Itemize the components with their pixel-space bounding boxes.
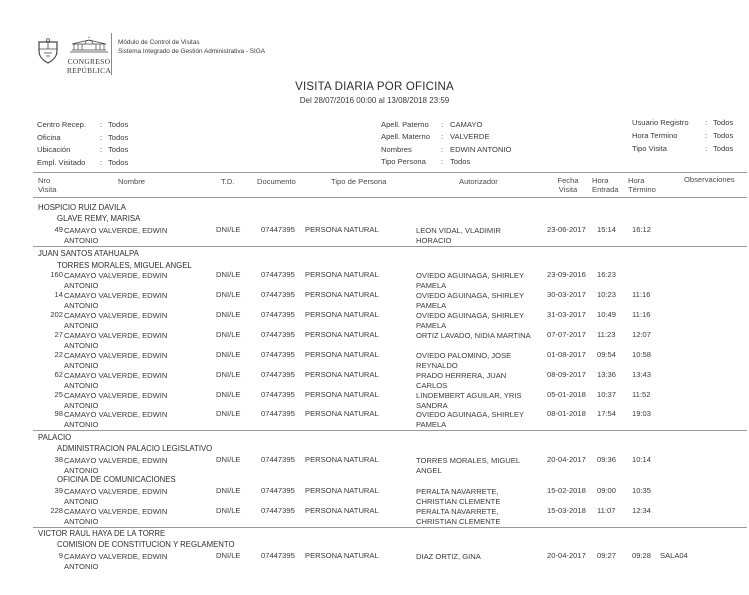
cell-entrada: 09:36	[597, 455, 617, 464]
filter-label: Ubicación	[37, 145, 71, 154]
group-location: JUAN SANTOS ATAHUALPA	[38, 249, 139, 258]
cell-td: DNI/LE	[216, 290, 241, 299]
cell-autorizador: OVIEDO AGUINAGA, SHIRLEY PAMELA	[416, 311, 524, 330]
col-hora-termino: Hora Término	[628, 176, 656, 195]
cell-fecha: 15-02-2018	[547, 486, 586, 495]
col-observaciones: Observaciones	[684, 175, 735, 184]
cell-termino: 10:14	[632, 455, 652, 464]
cell-termino: 09:28	[632, 551, 652, 560]
filter-value: Todos	[713, 144, 734, 153]
filter-value: Todos	[108, 120, 129, 129]
coat-of-arms-icon	[36, 38, 60, 64]
filter-value: VALVERDE	[450, 132, 490, 141]
cell-documento: 07447395	[261, 390, 295, 399]
cell-tipo-persona: PERSONA NATURAL	[305, 390, 379, 399]
cell-nro: 160	[50, 270, 63, 279]
cell-termino: 12:07	[632, 330, 652, 339]
cell-termino: 19:03	[632, 409, 652, 418]
cell-td: DNI/LE	[216, 330, 241, 339]
cell-nro: 202	[50, 310, 63, 319]
filter-colon: :	[441, 120, 444, 129]
cell-nombre: CAMAYO VALVERDE, EDWIN ANTONIO	[64, 331, 168, 350]
filter-colon: :	[441, 132, 444, 141]
cell-fecha: 07-07-2017	[547, 330, 586, 339]
cell-tipo-persona: PERSONA NATURAL	[305, 290, 379, 299]
group-employee: OFICINA DE COMUNICACIONES	[57, 475, 176, 484]
cell-documento: 07447395	[261, 486, 295, 495]
cell-fecha: 08-01-2018	[547, 409, 586, 418]
cell-nombre: CAMAYO VALVERDE, EDWIN ANTONIO	[64, 291, 168, 310]
cell-td: DNI/LE	[216, 506, 241, 515]
group-employee: TORRES MORALES, MIGUEL ANGEL	[57, 261, 192, 270]
cell-entrada: 16:23	[597, 270, 617, 279]
cell-autorizador: OVIEDO PALOMINO, JOSE REYNALDO	[416, 351, 512, 370]
cell-termino: 12:34	[632, 506, 652, 515]
logo-text-congreso: CONGRESO	[67, 57, 111, 66]
header-bottom-rule	[33, 197, 747, 198]
cell-entrada: 10:37	[597, 390, 617, 399]
cell-tipo-persona: PERSONA NATURAL	[305, 455, 379, 464]
cell-td: DNI/LE	[216, 486, 241, 495]
cell-nro: 27	[54, 330, 63, 339]
cell-nombre: CAMAYO VALVERDE, EDWIN ANTONIO	[64, 271, 168, 290]
cell-autorizador: OVIEDO AGUINAGA, SHIRLEY PAMELA	[416, 271, 524, 290]
col-td: T.D.	[221, 177, 235, 186]
filter-label: Usuario Registro	[632, 118, 689, 127]
cell-entrada: 13:36	[597, 370, 617, 379]
report-date-range: Del 28/07/2016 00:00 al 13/08/2018 23:59	[299, 96, 450, 105]
cell-entrada: 11:23	[597, 330, 616, 339]
cell-td: DNI/LE	[216, 409, 241, 418]
cell-nombre: CAMAYO VALVERDE, EDWIN ANTONIO	[64, 391, 168, 410]
filter-colon: :	[441, 157, 444, 166]
cell-tipo-persona: PERSONA NATURAL	[305, 486, 379, 495]
cell-documento: 07447395	[261, 290, 295, 299]
filter-value: Todos	[713, 131, 734, 140]
filter-colon: :	[100, 145, 103, 154]
cell-td: DNI/LE	[216, 370, 241, 379]
cell-documento: 07447395	[261, 551, 295, 560]
cell-documento: 07447395	[261, 310, 295, 319]
cell-fecha: 23-06-2017	[547, 225, 586, 234]
cell-nro: 38	[54, 455, 63, 464]
cell-td: DNI/LE	[216, 310, 241, 319]
cell-fecha: 20-04-2017	[547, 455, 586, 464]
section-divider	[33, 246, 747, 247]
cell-nombre: CAMAYO VALVERDE, EDWIN ANTONIO	[64, 351, 168, 370]
cell-nombre: CAMAYO VALVERDE, EDWIN ANTONIO	[64, 456, 168, 475]
cell-nro: 22	[54, 350, 63, 359]
cell-termino: 11:52	[632, 390, 651, 399]
cell-nombre: CAMAYO VALVERDE, EDWIN ANTONIO	[64, 552, 168, 571]
cell-entrada: 09:00	[597, 486, 617, 495]
section-divider	[33, 527, 747, 528]
col-hora-entrada: Hora Entrada	[592, 176, 619, 195]
col-autorizador: Autorizador	[459, 177, 498, 186]
cell-td: DNI/LE	[216, 390, 241, 399]
cell-entrada: 09:54	[597, 350, 617, 359]
cell-nombre: CAMAYO VALVERDE, EDWIN ANTONIO	[64, 371, 168, 390]
cell-tipo-persona: PERSONA NATURAL	[305, 370, 379, 379]
group-location: HOSPICIO RUIZ DAVILA	[38, 203, 126, 212]
cell-fecha: 23-09-2016	[547, 270, 586, 279]
cell-documento: 07447395	[261, 506, 295, 515]
filter-value: EDWIN ANTONIO	[450, 145, 512, 154]
cell-documento: 07447395	[261, 270, 295, 279]
cell-td: DNI/LE	[216, 350, 241, 359]
cell-entrada: 17:54	[597, 409, 617, 418]
cell-termino: 11:16	[632, 310, 651, 319]
cell-nro: 9	[58, 551, 63, 560]
filter-colon: :	[100, 133, 103, 142]
group-employee: GLAVE REMY, MARISA	[57, 214, 141, 223]
cell-tipo-persona: PERSONA NATURAL	[305, 330, 379, 339]
filter-value: Todos	[108, 158, 129, 167]
filter-label: Oficina	[37, 133, 61, 142]
filter-label: Hora Termino	[632, 131, 678, 140]
col-nro-visita: Nro Visita	[38, 176, 57, 194]
cell-autorizador: PERALTA NAVARRETE, CHRISTIAN CLEMENTE	[416, 507, 501, 526]
report-title: VISITA DIARIA POR OFICINA	[295, 81, 454, 93]
filter-value: Todos	[713, 118, 734, 127]
filter-value: Todos	[108, 133, 129, 142]
filter-colon: :	[705, 118, 708, 127]
congress-building-icon	[68, 36, 110, 54]
col-documento: Documento	[257, 177, 296, 186]
cell-documento: 07447395	[261, 455, 295, 464]
group-location: PALACIO	[38, 433, 72, 442]
system-full-name: Sistema Integrado de Gestión Administrativa - SIGA	[118, 48, 266, 55]
cell-nombre: CAMAYO VALVERDE, EDWIN ANTONIO	[64, 410, 168, 429]
cell-tipo-persona: PERSONA NATURAL	[305, 270, 379, 279]
col-fecha-visita: Fecha Visita	[557, 176, 579, 195]
group-employee: COMISION DE CONSTITUCION Y REGLAMENTO	[57, 540, 235, 549]
section-divider	[33, 430, 747, 431]
cell-nombre: CAMAYO VALVERDE, EDWIN ANTONIO	[64, 487, 168, 506]
cell-autorizador: DIAZ ORTIZ, GINA	[416, 552, 481, 561]
cell-documento: 07447395	[261, 225, 295, 234]
filter-label: Tipo Persona	[381, 157, 426, 166]
cell-autorizador: LEON VIDAL, VLADIMIR HORACIO	[416, 226, 501, 245]
cell-termino: 13:43	[632, 370, 652, 379]
cell-fecha: 20-04-2017	[547, 551, 586, 560]
filter-colon: :	[100, 158, 103, 167]
cell-tipo-persona: PERSONA NATURAL	[305, 551, 379, 560]
cell-observaciones: SALA04	[660, 551, 688, 560]
filter-value: CAMAYO	[450, 120, 483, 129]
cell-nro: 228	[50, 506, 63, 515]
filter-label: Apell. Paterno	[381, 120, 429, 129]
cell-documento: 07447395	[261, 350, 295, 359]
cell-documento: 07447395	[261, 330, 295, 339]
cell-nombre: CAMAYO VALVERDE, EDWIN ANTONIO	[64, 507, 168, 526]
cell-nombre: CAMAYO VALVERDE, EDWIN ANTONIO	[64, 311, 168, 330]
system-module-name: Módulo de Control de Visitas	[118, 39, 200, 46]
cell-nro: 49	[54, 225, 63, 234]
cell-documento: 07447395	[261, 409, 295, 418]
cell-tipo-persona: PERSONA NATURAL	[305, 350, 379, 359]
group-employee: ADMINISTRACION PALACIO LEGISLATIVO	[57, 444, 213, 453]
filter-label: Tipo Visita	[632, 144, 668, 153]
cell-autorizador: LINDEMBERT AGUILAR, YRIS SANDRA	[416, 391, 522, 410]
filter-colon: :	[441, 145, 444, 154]
cell-entrada: 15:14	[597, 225, 617, 234]
cell-td: DNI/LE	[216, 270, 241, 279]
filter-colon: :	[705, 131, 708, 140]
cell-termino: 11:16	[632, 290, 651, 299]
cell-autorizador: OVIEDO AGUINAGA, SHIRLEY PAMELA	[416, 291, 524, 310]
cell-nro: 39	[54, 486, 63, 495]
cell-nro: 62	[54, 370, 63, 379]
cell-fecha: 05-01-2018	[547, 390, 586, 399]
filter-label: Empl. Visitado	[37, 158, 86, 167]
cell-autorizador: PERALTA NAVARRETE, CHRISTIAN CLEMENTE	[416, 487, 501, 506]
cell-nro: 14	[54, 290, 63, 299]
filter-colon: :	[705, 144, 708, 153]
cell-nro: 25	[54, 390, 63, 399]
logo-text-republica: REPÚBLICA	[66, 66, 112, 75]
header-top-rule	[33, 172, 747, 173]
cell-nombre: CAMAYO VALVERDE, EDWIN ANTONIO	[64, 226, 168, 245]
cell-fecha: 15-03-2018	[547, 506, 586, 515]
cell-termino: 10:58	[632, 350, 652, 359]
cell-td: DNI/LE	[216, 455, 241, 464]
cell-td: DNI/LE	[216, 225, 241, 234]
filter-value: Todos	[450, 157, 471, 166]
cell-fecha: 08-09-2017	[547, 370, 586, 379]
filter-colon: :	[100, 120, 103, 129]
cell-documento: 07447395	[261, 370, 295, 379]
cell-autorizador: ORTIZ LAVADO, NIDIA MARTINA	[416, 331, 531, 340]
cell-tipo-persona: PERSONA NATURAL	[305, 225, 379, 234]
cell-fecha: 01-08-2017	[547, 350, 586, 359]
filter-label: Centro Recep.	[37, 120, 86, 129]
cell-fecha: 30-03-2017	[547, 290, 586, 299]
cell-fecha: 31-03-2017	[547, 310, 586, 319]
filter-label: Apell. Materno	[381, 132, 430, 141]
cell-termino: 16:12	[632, 225, 652, 234]
cell-tipo-persona: PERSONA NATURAL	[305, 506, 379, 515]
filter-label: Nombres	[381, 145, 412, 154]
cell-autorizador: PRADO HERRERA, JUAN CARLOS	[416, 371, 507, 390]
cell-td: DNI/LE	[216, 551, 241, 560]
cell-nro: 98	[54, 409, 63, 418]
cell-autorizador: OVIEDO AGUINAGA, SHIRLEY PAMELA	[416, 410, 524, 429]
cell-entrada: 10:49	[597, 310, 617, 319]
cell-entrada: 09:27	[597, 551, 617, 560]
cell-entrada: 10:23	[597, 290, 617, 299]
cell-termino: 10:35	[632, 486, 652, 495]
col-nombre: Nombre	[118, 177, 146, 186]
cell-autorizador: TORRES MORALES, MIGUEL ANGEL	[416, 456, 520, 475]
group-location: VICTOR RAUL HAYA DE LA TORRE	[38, 529, 166, 538]
logo-divider	[111, 33, 112, 75]
col-tipo-persona: Tipo de Persona	[331, 177, 387, 186]
cell-tipo-persona: PERSONA NATURAL	[305, 409, 379, 418]
filter-value: Todos	[108, 145, 129, 154]
cell-tipo-persona: PERSONA NATURAL	[305, 310, 379, 319]
cell-entrada: 11:07	[597, 506, 616, 515]
